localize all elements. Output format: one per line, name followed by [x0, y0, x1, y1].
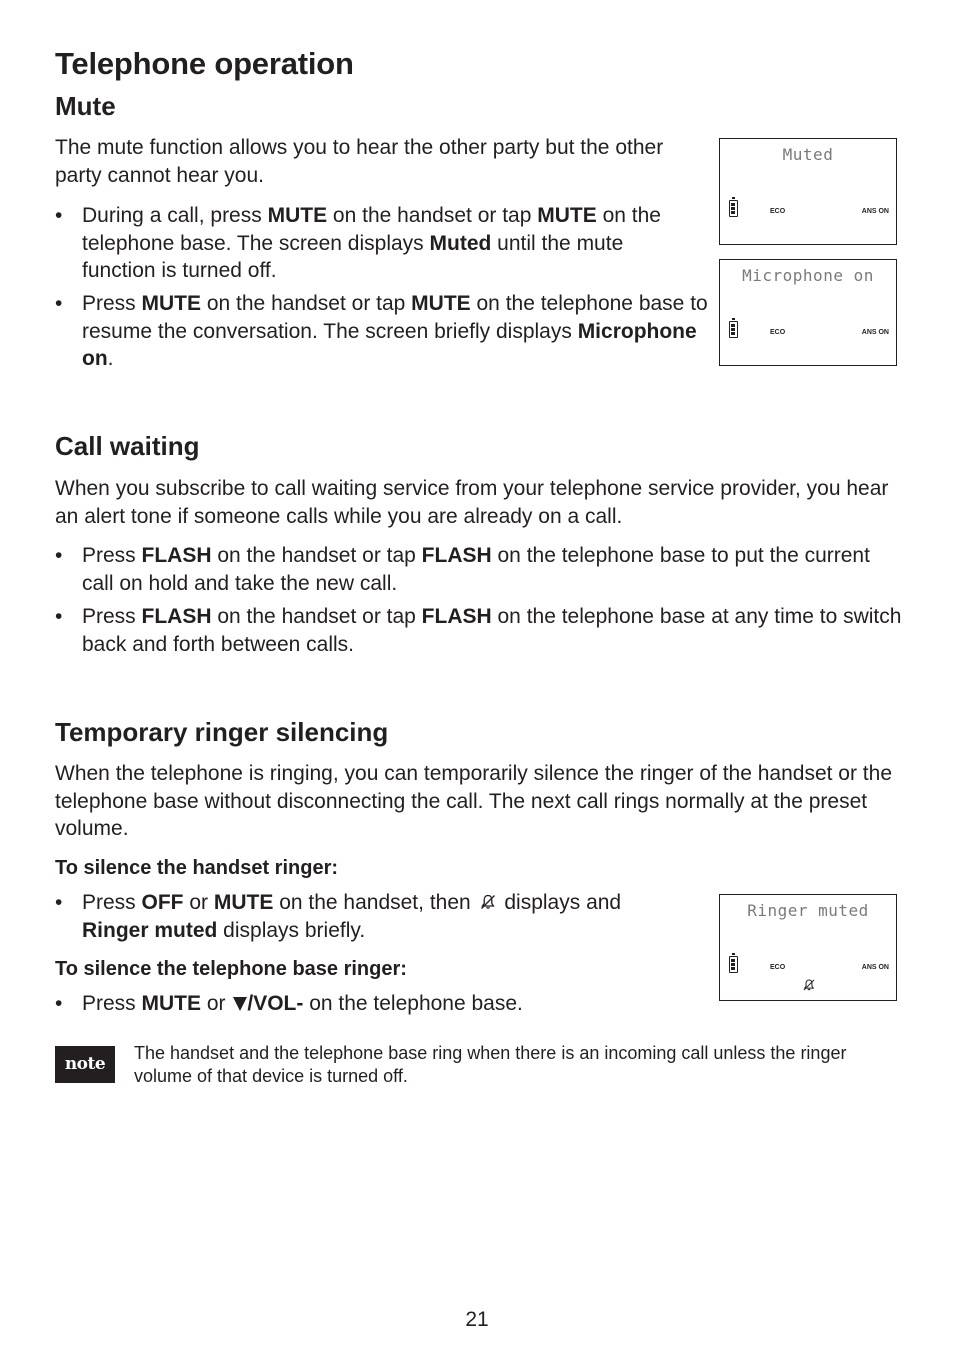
page-number: 21	[465, 1308, 489, 1331]
note-badge: note	[55, 1046, 115, 1083]
eco-indicator: ECO	[770, 329, 786, 336]
bullet-text: Press FLASH on the handset or tap FLASH on the telephone base at any time to switch back and forth between calls.	[82, 605, 902, 656]
ans-on-indicator: ANS ON	[861, 964, 889, 971]
eco-indicator: ECO	[770, 208, 786, 215]
volume-down-triangle-icon	[233, 997, 247, 1011]
lcd-message: Microphone on	[742, 266, 874, 285]
ringer-bullet-2	[55, 990, 695, 1018]
ans-on-indicator: ANS ON	[861, 208, 889, 215]
bullet-dot: •	[55, 544, 63, 567]
lcd-message: Muted	[782, 145, 834, 164]
page-title: Telephone operation	[55, 46, 354, 81]
bullet-dot: •	[55, 204, 63, 227]
bullet-dot: •	[55, 292, 63, 315]
call-waiting-bullet-1	[55, 542, 905, 598]
lcd-screen-microphone-on	[719, 259, 897, 366]
mute-bullet-2	[55, 290, 715, 374]
lcd-screen-muted	[719, 138, 897, 245]
note-text: The handset and the telephone base ring when there is an incoming call unless the ringer volume of that device is turned off.	[134, 1043, 847, 1086]
mute-bullet-1	[55, 202, 705, 286]
bullet-dot: •	[55, 891, 63, 914]
ringer-intro: When the telephone is ringing, you can temporarily silence the ringer of the handset or the telephone base without disconnecting the call. The next call rings normally at the preset volume.	[55, 762, 892, 840]
bullet-dot: •	[55, 605, 63, 628]
bullet-text: Press OFF or MUTE on the handset, then displays and Ringer muted displays briefly.	[82, 891, 622, 942]
eco-indicator: ECO	[770, 964, 786, 971]
battery-icon	[729, 956, 738, 973]
bell-off-icon	[479, 893, 497, 911]
bullet-text: Press FLASH on the handset or tap FLASH on the telephone base to put the current call on hold and take the new call.	[82, 544, 870, 595]
lcd-message: Ringer muted	[747, 901, 869, 920]
bullet-text: Press MUTE on the handset or tap MUTE on the telephone base to resume the conversation. The screen briefly displays Microphone on.	[82, 292, 708, 370]
ans-on-indicator: ANS ON	[861, 329, 889, 336]
call-waiting-heading: Call waiting	[55, 431, 200, 461]
battery-icon	[729, 200, 738, 217]
ringer-heading: Temporary ringer silencing	[55, 717, 389, 747]
lcd-screen-ringer-muted	[719, 894, 897, 1001]
call-waiting-intro: When you subscribe to call waiting service from your telephone service provider, you hear an alert tone if someone calls while you are already on a call.	[55, 477, 889, 528]
handset-ringer-heading: To silence the handset ringer:	[55, 857, 339, 879]
battery-icon	[729, 321, 738, 338]
mute-heading: Mute	[55, 91, 116, 121]
bullet-text: During a call, press MUTE on the handset or tap MUTE on the telephone base. The screen displays Muted until the mute function is turned off.	[82, 204, 661, 282]
bullet-text: Press MUTE or /VOL- on the telephone base.	[82, 992, 523, 1015]
bell-off-icon	[802, 978, 816, 992]
mute-intro: The mute function allows you to hear the other party but the other party cannot hear you.	[55, 136, 664, 187]
ringer-bullet-1	[55, 889, 695, 945]
base-ringer-heading: To silence the telephone base ringer:	[55, 958, 407, 980]
bullet-dot: •	[55, 992, 63, 1015]
call-waiting-bullet-2	[55, 603, 905, 659]
